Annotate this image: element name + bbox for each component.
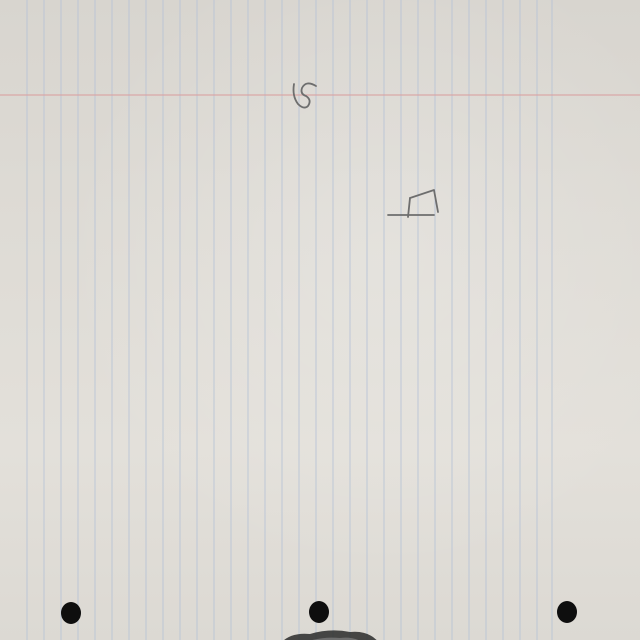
handwritten-digit-4 [384, 184, 448, 229]
dark-object-at-bottom-edge [270, 624, 390, 640]
punch-hole-left [61, 602, 81, 624]
handwritten-digit-3 [284, 76, 334, 125]
punch-hole-right [557, 601, 577, 623]
punch-hole-center [309, 601, 329, 623]
